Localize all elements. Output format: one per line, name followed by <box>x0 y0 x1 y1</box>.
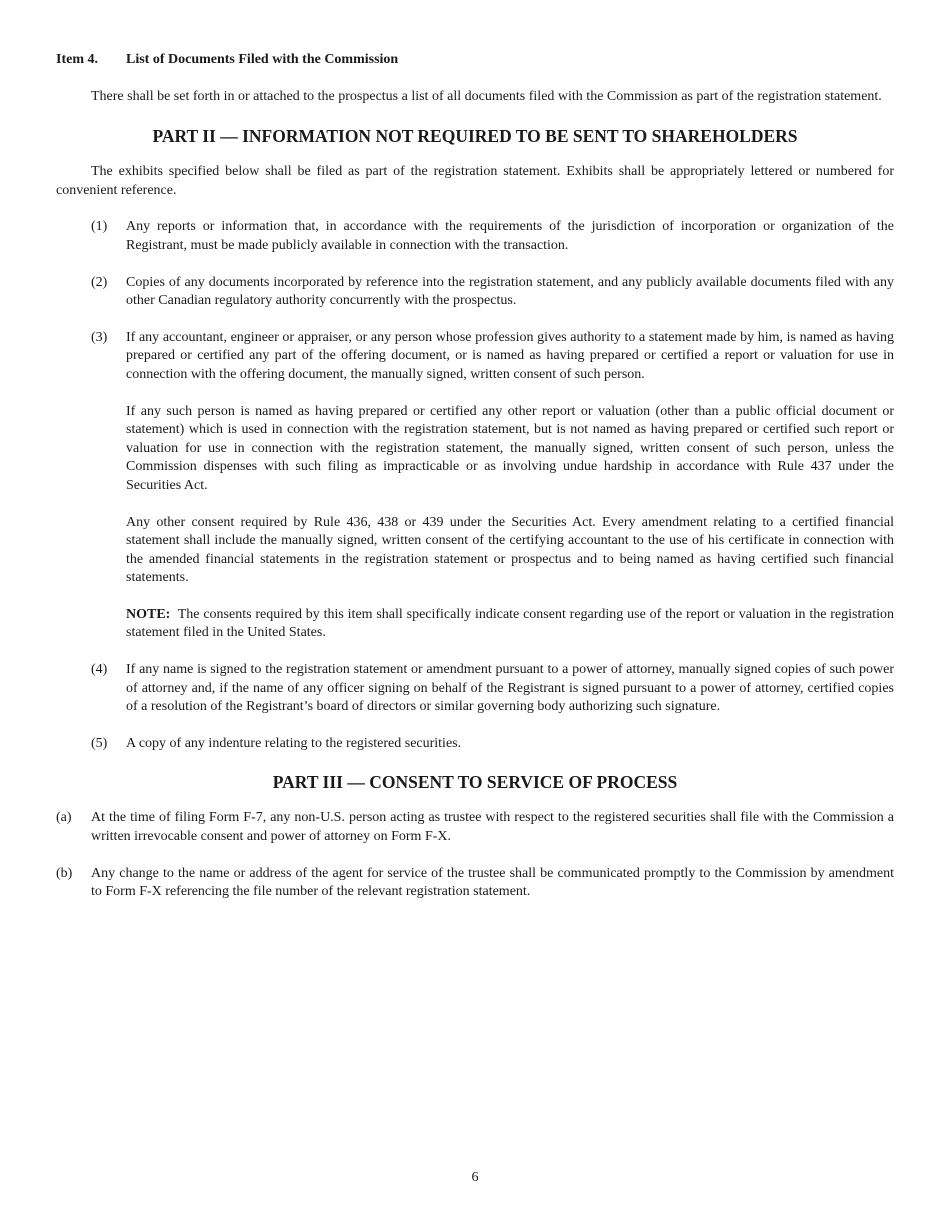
item4-heading <box>56 51 894 70</box>
item4-number: Item 4. <box>56 52 98 67</box>
exhibit-label: (5) <box>91 735 108 751</box>
item4-title: List of Documents Filed with the Commission <box>126 52 399 67</box>
exhibit-text: If any accountant, engineer or appraiser, or any person whose profession gives authority to a statement made by him, is named as having prepared or certified any part of the offering document, or is named as having prepared or certified a report or valuation for use in connection with the offering document, the manually signed, written consent of such person. <box>126 329 894 382</box>
consent-item-b <box>56 865 894 902</box>
consent-item-a <box>56 809 894 846</box>
exhibit-item-3 <box>56 329 894 643</box>
note-text: The consents required by this item shall specifically indicate consent regarding use of the report or valuation in the registration statement filed in the United States. <box>126 606 895 641</box>
exhibit-text: A copy of any indenture relating to the registered securities. <box>126 735 462 751</box>
consent-text: Any change to the name or address of the agent for service of the trustee shall be communicated promptly to the Commission by amendment to Form F-X referencing the file number of the relevant registration statement. <box>91 865 894 900</box>
exhibit-label: (1) <box>91 219 108 235</box>
part3-title: PART III — CONSENT TO SERVICE OF PROCESS <box>272 772 678 793</box>
exhibit-label: (4) <box>91 662 108 678</box>
page-number: 6 <box>471 1170 479 1185</box>
exhibit-item-2 <box>56 274 894 311</box>
exhibit-item-1 <box>56 218 894 255</box>
exhibit-3-note <box>126 606 894 643</box>
document-page <box>56 51 894 920</box>
exhibit-label: (3) <box>91 329 108 345</box>
exhibit-text: Copies of any documents incorporated by reference into the registration statement, and any publicly available documents filed with any other Canadian regulatory authority concurrently with the prospectus. <box>126 274 894 309</box>
exhibit-item-5 <box>56 735 894 754</box>
part2-intro: The exhibits specified below shall be filed as part of the registration statement. Exhibits shall be appropriately lettered or numbered for convenient reference. <box>56 164 894 198</box>
exhibit-3-para-3: Any other consent required by Rule 436, 438 or 439 under the Securities Act. Every amendment relating to a certified financial statement shall include the manually signed, written consent of the certifying accountant to the use of his certificate in connection with the amended financial statements in the registration statement or prospectus and to being named as having certified such financial statements. <box>126 514 894 586</box>
exhibit-label: (2) <box>91 274 108 290</box>
note-label: NOTE: <box>126 606 171 622</box>
exhibit-text: Any reports or information that, in accordance with the requirements of the jurisdiction of incorporation or organization of the Registrant, must be made publicly available in connection with the transaction. <box>126 219 894 253</box>
consent-label: (a) <box>56 810 72 826</box>
item4-body: There shall be set forth in or attached to the prospectus a list of all documents filed with the Commission as part of the registration statement. <box>91 88 882 104</box>
consent-label: (b) <box>56 865 73 881</box>
exhibit-item-4 <box>56 661 894 717</box>
exhibit-text: If any name is signed to the registration statement or amendment pursuant to a power of attorney, manually signed copies of such power of attorney and, if the name of any officer signing on behalf of the Registrant is signed pursuant to a power of attorney, certified copies of a resolution of the Registrant’s board of directors or similar governing body authorizing such signature. <box>126 662 894 715</box>
exhibit-3-para-2: If any such person is named as having prepared or certified any other report or valuation (other than a public official document or statement) which is used in connection with the registration statement, but is not named as having prepared or certified such report or valuation for use in connection with the registration statement, the manually signed, written consent of such person, unless the Commission dispenses with such filing as impracticable or as involving undue hardship in accordance with Rule 437 under the Securities Act. <box>126 403 894 493</box>
consent-text: At the time of filing Form F-7, any non-U.S. person acting as trustee with respect to the registered securities shall file with the Commission a written irrevocable consent and power of attorney on Form F-X. <box>91 810 894 845</box>
part2-title: PART II — INFORMATION NOT REQUIRED TO BE SENT TO SHAREHOLDERS <box>152 126 798 147</box>
